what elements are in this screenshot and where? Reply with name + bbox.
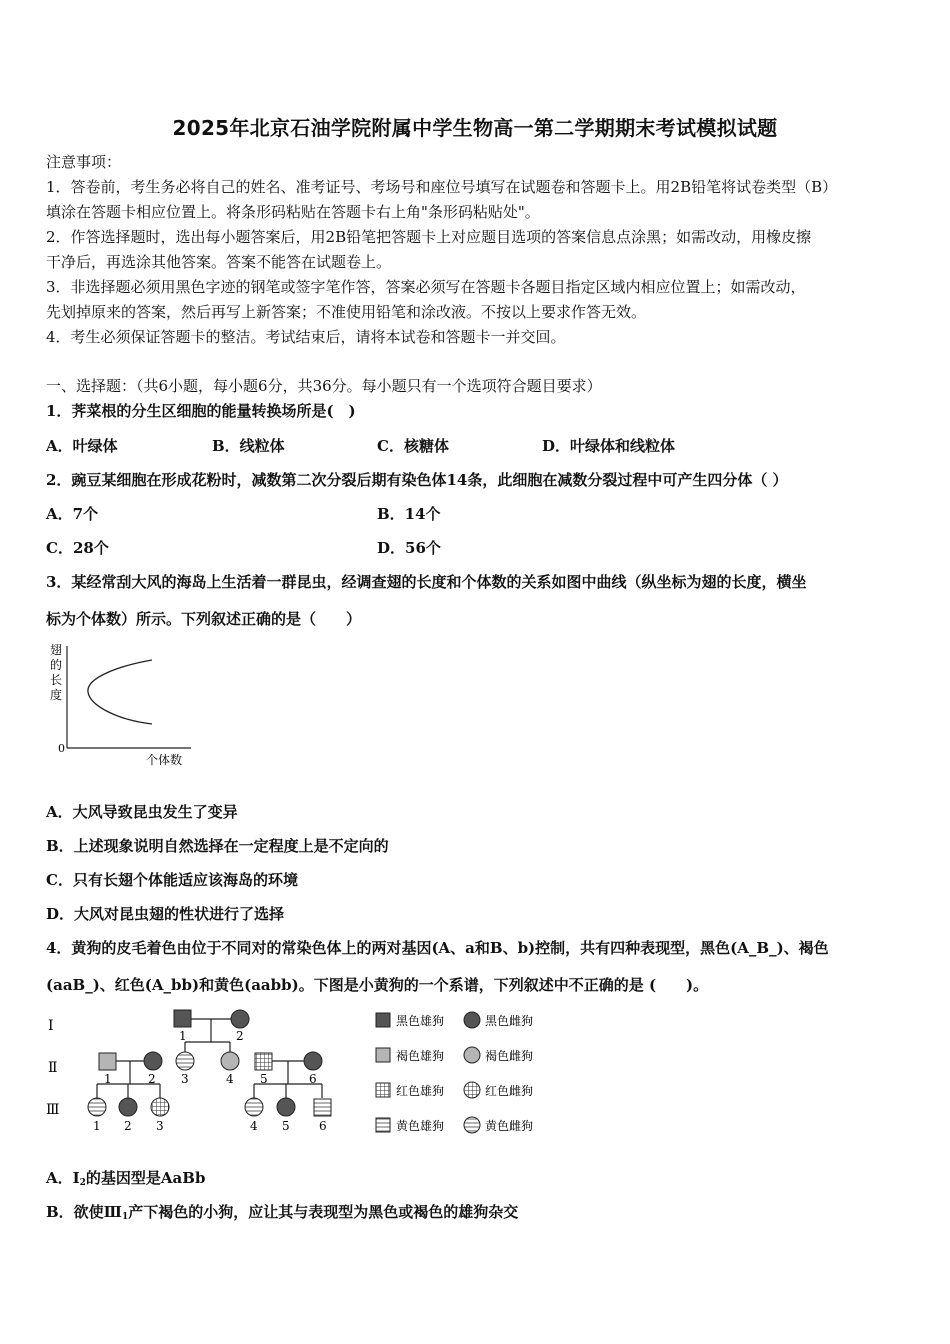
legend-label: 红色雌狗 <box>485 1084 534 1098</box>
female-black-symbol <box>119 1098 137 1116</box>
notice-line: 1．答卷前，考生务必将自己的姓名、准考证号、考场号和座位号填写在试题卷和答题卡上。用2B铅笔将试卷类型（B） <box>46 178 838 196</box>
individual-number: 4 <box>250 1119 258 1133</box>
distribution-curve <box>88 660 152 724</box>
generation-label: Ⅲ <box>46 1102 60 1118</box>
q1-option-b: B．线粒体 <box>212 437 285 455</box>
female-black-symbol <box>304 1052 322 1070</box>
notice-line: 干净后，再选涂其他答案。答案不能答在试题卷上。 <box>46 253 392 271</box>
legend-male-black <box>376 1013 390 1027</box>
female-brown-symbol <box>221 1052 239 1070</box>
subscript: 2 <box>79 1178 86 1188</box>
option-text: 产下褐色的小狗，应让其与表现型为黑色或褐色的雄狗杂交 <box>128 1203 519 1221</box>
female-yellow-symbol <box>88 1098 106 1116</box>
legend-label: 黑色雄狗 <box>396 1014 445 1028</box>
individual-number: 6 <box>319 1119 327 1133</box>
legend-female-red <box>464 1082 480 1098</box>
individual-number: 5 <box>260 1072 268 1086</box>
q2-option-b: B．14个 <box>377 505 441 523</box>
legend-male-yellow <box>376 1118 390 1132</box>
notice-line: 先划掉原来的答案，然后再写上新答案；不准使用铅笔和涂改液。不按以上要求作答无效。 <box>46 303 647 321</box>
female-black-symbol <box>144 1052 162 1070</box>
q4-stem: 4．黄狗的皮毛着色由位于不同对的常染色体上的两对基因(A、a和B、b)控制，共有四种表现型，黑色(A_B_)、褐色 <box>46 939 829 957</box>
option-text: B．欲使Ⅲ <box>46 1203 122 1221</box>
male-brown-symbol <box>99 1053 116 1070</box>
legend-female-yellow <box>464 1117 480 1133</box>
female-red-symbol <box>151 1098 169 1116</box>
q3-option-b: B．上述现象说明自然选择在一定程度上是不定向的 <box>46 837 389 855</box>
notice-line: 4．考生必须保证答题卡的整洁。考试结束后，请将本试卷和答题卡一并交回。 <box>46 328 566 346</box>
pedigree-chart <box>40 1002 560 1142</box>
origin-label: 0 <box>58 742 65 755</box>
q3-option-c: C．只有长翅个体能适应该海岛的环境 <box>46 871 298 889</box>
notice-line: 2．作答选择题时，选出每小题答案后，用2B铅笔把答题卡上对应题目选项的答案信息点涂黑；如需改动，用橡皮擦 <box>46 228 812 246</box>
q3-stem: 标为个体数）所示。下列叙述正确的是（ ） <box>46 610 362 628</box>
q1-stem: 1．荠菜根的分生区细胞的能量转换场所是( ) <box>46 402 356 420</box>
pedigree-lines <box>97 1019 322 1098</box>
notice-line: 3．非选择题必须用黑色字迹的钢笔或签字笔作答，答案必须写在答题卡各题目指定区域内相应位置上；如需改动， <box>46 278 806 296</box>
male-black-symbol <box>174 1010 191 1027</box>
notice-heading: 注意事项： <box>46 153 122 171</box>
legend-male-red <box>376 1083 390 1097</box>
male-red-symbol <box>255 1053 272 1070</box>
legend-female-black <box>464 1012 480 1028</box>
q2-option-d: D．56个 <box>377 539 441 557</box>
q2-option-a: A．7个 <box>46 505 99 523</box>
generation-label: Ⅱ <box>48 1060 58 1076</box>
individual-number: 3 <box>156 1119 164 1133</box>
legend-label: 红色雄狗 <box>396 1084 445 1098</box>
y-axis-label: 的 <box>50 658 63 672</box>
legend-female-brown <box>464 1047 480 1063</box>
q4-stem: (aaB_)、红色(A_bb)和黄色(aabb)。下图是小黄狗的一个系谱，下列叙述中不正确的是 ( )。 <box>46 976 709 994</box>
y-axis-label: 度 <box>50 688 63 702</box>
individual-number: 2 <box>236 1029 244 1043</box>
option-text: A．Ⅰ <box>46 1169 80 1187</box>
y-axis-label: 长 <box>50 673 63 687</box>
q2-option-c: C．28个 <box>46 539 109 557</box>
q3-option-a: A．大风导致昆虫发生了变异 <box>46 803 238 821</box>
individual-number: 2 <box>124 1119 132 1133</box>
individual-number: 4 <box>226 1072 234 1086</box>
q1-option-d: D．叶绿体和线粒体 <box>542 437 676 455</box>
q2-stem: 2．豌豆某细胞在形成花粉时，减数第二次分裂后期有染色体14条，此细胞在减数分裂过程中可产生四分体（ ） <box>46 471 788 489</box>
option-text: 的基因型是AaBb <box>85 1169 206 1187</box>
female-black-symbol <box>231 1010 249 1028</box>
generation-label: Ⅰ <box>48 1018 54 1034</box>
notice-line: 填涂在答题卡相应位置上。将条形码粘贴在答题卡右上角"条形码粘贴处"。 <box>46 203 540 221</box>
individual-number: 3 <box>181 1072 189 1086</box>
q4-option-b <box>46 1200 518 1229</box>
wing-length-graph <box>46 640 206 770</box>
individual-number: 2 <box>148 1072 156 1086</box>
legend-label: 褐色雄狗 <box>396 1049 445 1063</box>
x-axis-label: 个体数 <box>146 753 183 767</box>
q3-stem: 3．某经常刮大风的海岛上生活着一群昆虫，经调查翅的长度和个体数的关系如图中曲线（纵坐标为翅的长度，横坐 <box>46 573 807 591</box>
q3-option-d: D．大风对昆虫翅的性状进行了选择 <box>46 905 285 923</box>
q4-option-a <box>46 1166 205 1195</box>
pedigree-legend <box>376 1012 533 1133</box>
male-yellow-symbol <box>314 1099 331 1116</box>
section-heading: 一、选择题：（共6小题，每小题6分，共36分。每小题只有一个选项符合题目要求） <box>46 377 602 395</box>
individual-number: 5 <box>282 1119 290 1133</box>
legend-label: 黄色雌狗 <box>485 1119 534 1133</box>
female-black-symbol <box>277 1098 295 1116</box>
individual-number: 1 <box>93 1119 101 1133</box>
q1-option-a: A．叶绿体 <box>46 437 118 455</box>
q1-option-c: C．核糖体 <box>377 437 449 455</box>
legend-label: 褐色雌狗 <box>485 1049 534 1063</box>
subscript: 1 <box>121 1212 129 1222</box>
female-yellow-symbol <box>176 1052 194 1070</box>
legend-label: 黄色雄狗 <box>396 1119 445 1133</box>
individual-number: 1 <box>179 1029 187 1043</box>
female-yellow-symbol <box>245 1098 263 1116</box>
y-axis-label: 翅 <box>50 643 63 657</box>
individual-number: 1 <box>104 1072 112 1086</box>
page-title: 2025年北京石油学院附属中学生物高一第二学期期末考试模拟试题 <box>172 116 778 140</box>
legend-label: 黑色雌狗 <box>485 1014 534 1028</box>
individual-number: 6 <box>309 1072 317 1086</box>
legend-male-brown <box>376 1048 390 1062</box>
